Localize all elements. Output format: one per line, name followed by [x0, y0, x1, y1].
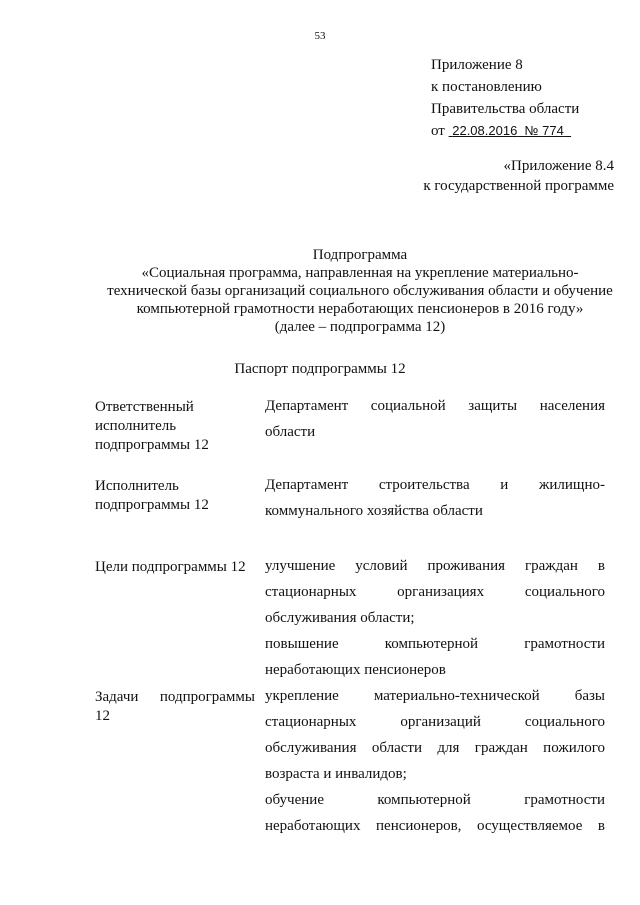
value-line: Департамент социальной защиты населения: [265, 398, 605, 414]
label-line: исполнитель: [95, 418, 177, 434]
title-line-5: (далее – подпрограмма 12): [274, 319, 446, 335]
annex-number: 774: [542, 123, 564, 138]
row-goals-label: Цели подпрограммы 12: [95, 559, 246, 575]
annex-date: 22.08.2016: [452, 123, 518, 138]
title-line-4: компьютерной грамотности неработающих пенсионеров в 2016 году»: [136, 301, 584, 317]
annex-line-1: Приложение 8: [431, 57, 523, 73]
label-line: Ответственный: [95, 399, 194, 415]
row-executor-label: [95, 477, 255, 515]
annex-number-field: [525, 123, 572, 138]
subprogram-title: [90, 246, 630, 336]
value-line: стационарных организаций социального: [265, 714, 605, 730]
row-goals-value: [265, 553, 605, 683]
value-line: неработающих пенсионеров, осуществляемое в: [265, 818, 605, 834]
annex-line-2: к постановлению: [431, 79, 542, 95]
value-line: возраста и инвалидов;: [265, 766, 407, 782]
program-annex-line-1: «Приложение 8.4: [503, 158, 614, 174]
title-line-1: Подпрограмма: [312, 247, 408, 263]
label-line: 12: [95, 708, 110, 724]
row-tasks-label: [95, 688, 255, 726]
row-responsible-value: [265, 393, 605, 445]
value-line: обслуживания области;: [265, 610, 415, 626]
value-line: улучшение условий проживания граждан в: [265, 558, 605, 574]
row-executor-value: [265, 472, 605, 524]
program-annex-line-2: к государственной программе: [423, 178, 614, 194]
label-line: подпрограммы 12: [95, 497, 209, 513]
value-line: области: [265, 424, 316, 440]
label-line: Задачи подпрограммы: [95, 689, 255, 705]
passport-title: Паспорт подпрограммы 12: [234, 361, 406, 377]
annex-header: [431, 54, 579, 142]
annex-number-label: №: [524, 123, 539, 138]
title-line-3: технической базы организаций социального обслуживания области и обучение: [107, 283, 613, 299]
annex-line-3: Правительства области: [431, 101, 580, 117]
row-tasks-value: [265, 683, 605, 839]
value-line: неработающих пенсионеров: [265, 662, 446, 678]
title-line-2: «Социальная программа, направленная на укрепление материально-: [141, 265, 579, 281]
annex-from-label: от: [431, 123, 445, 139]
value-line: коммунального хозяйства области: [265, 503, 483, 519]
annex-date-line: [431, 120, 579, 142]
value-line: повышение компьютерной грамотности: [265, 636, 605, 652]
value-line: обучение компьютерной грамотности: [265, 792, 605, 808]
program-annex-header: [423, 156, 614, 196]
value-line: Департамент строительства и жилищно-: [265, 477, 605, 493]
label-line: Исполнитель: [95, 478, 179, 494]
value-line: стационарных организациях социального: [265, 584, 605, 600]
value-line: укрепление материально-технической базы: [265, 688, 605, 704]
row-responsible-label: [95, 398, 255, 455]
label-line: подпрограммы 12: [95, 437, 209, 453]
value-line: обслуживания области для граждан пожилого: [265, 740, 605, 756]
page-number: 53: [314, 30, 326, 42]
